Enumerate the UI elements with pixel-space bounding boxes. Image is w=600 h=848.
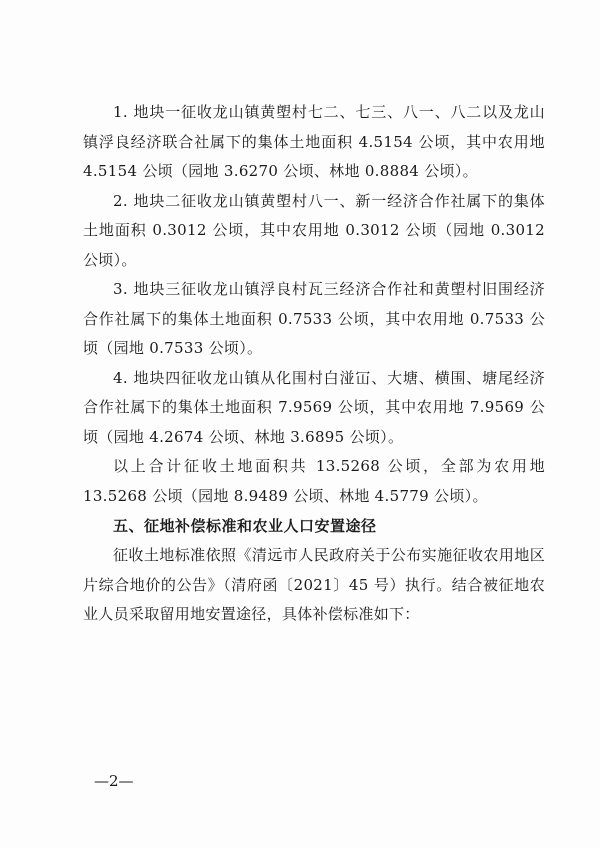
paragraph-plot-2: 2. 地块二征收龙山镇黄塱村八一、新一经济合作社属下的集体土地面积 0.3012 公顷，其中农用地 0.3012 公顷（园地 0.3012 公顷）。 [83, 191, 545, 269]
paragraph-plot-3: 3. 地块三征收龙山镇浮良村瓦三经济合作社和黄塱村旧围经济合作社属下的集体土地面积 0.7533 公顷，其中农用地 0.7533 公顷（园地 0.7533 公顷）。 [83, 280, 545, 357]
paragraph-plot-1: 1. 地块一征收龙山镇黄塱村七二、七三、八一、八二以及龙山镇浮良经济联合社属下的集体土地面积 4.5154 公顷，其中农用地 4.5154 公顷（园地 3.6270 公顷、林地 0.8884 公顷）。 [83, 103, 545, 180]
paragraph-plot-4: 4. 地块四征收龙山镇从化围村白湴冚、大塘、横围、塘尾经济合作社属下的集体土地面积 7.9569 公顷，其中农用地 7.9569 公顷（园地 4.2674 公顷、林地 3.6895 公顷）。 [83, 368, 545, 446]
paragraph-total: 以上合计征收土地面积共 13.5268 公顷，全部为农用地 13.5268 公顷（园地 8.9489 公顷、林地 4.5779 公顷）。 [83, 457, 545, 505]
page-number: —2— [94, 772, 134, 790]
paragraph-compensation-standard: 征收土地标准依照《清远市人民政府关于公布实施征收农用地区片综合地价的公告》（清府函〔2021〕45 号）执行。结合被征地农业人员采取留用地安置途径，具体补偿标准如下： [83, 546, 545, 623]
section-heading: 五、征地补偿标准和农业人口安置途径 [113, 517, 377, 535]
document-body [83, 98, 545, 630]
